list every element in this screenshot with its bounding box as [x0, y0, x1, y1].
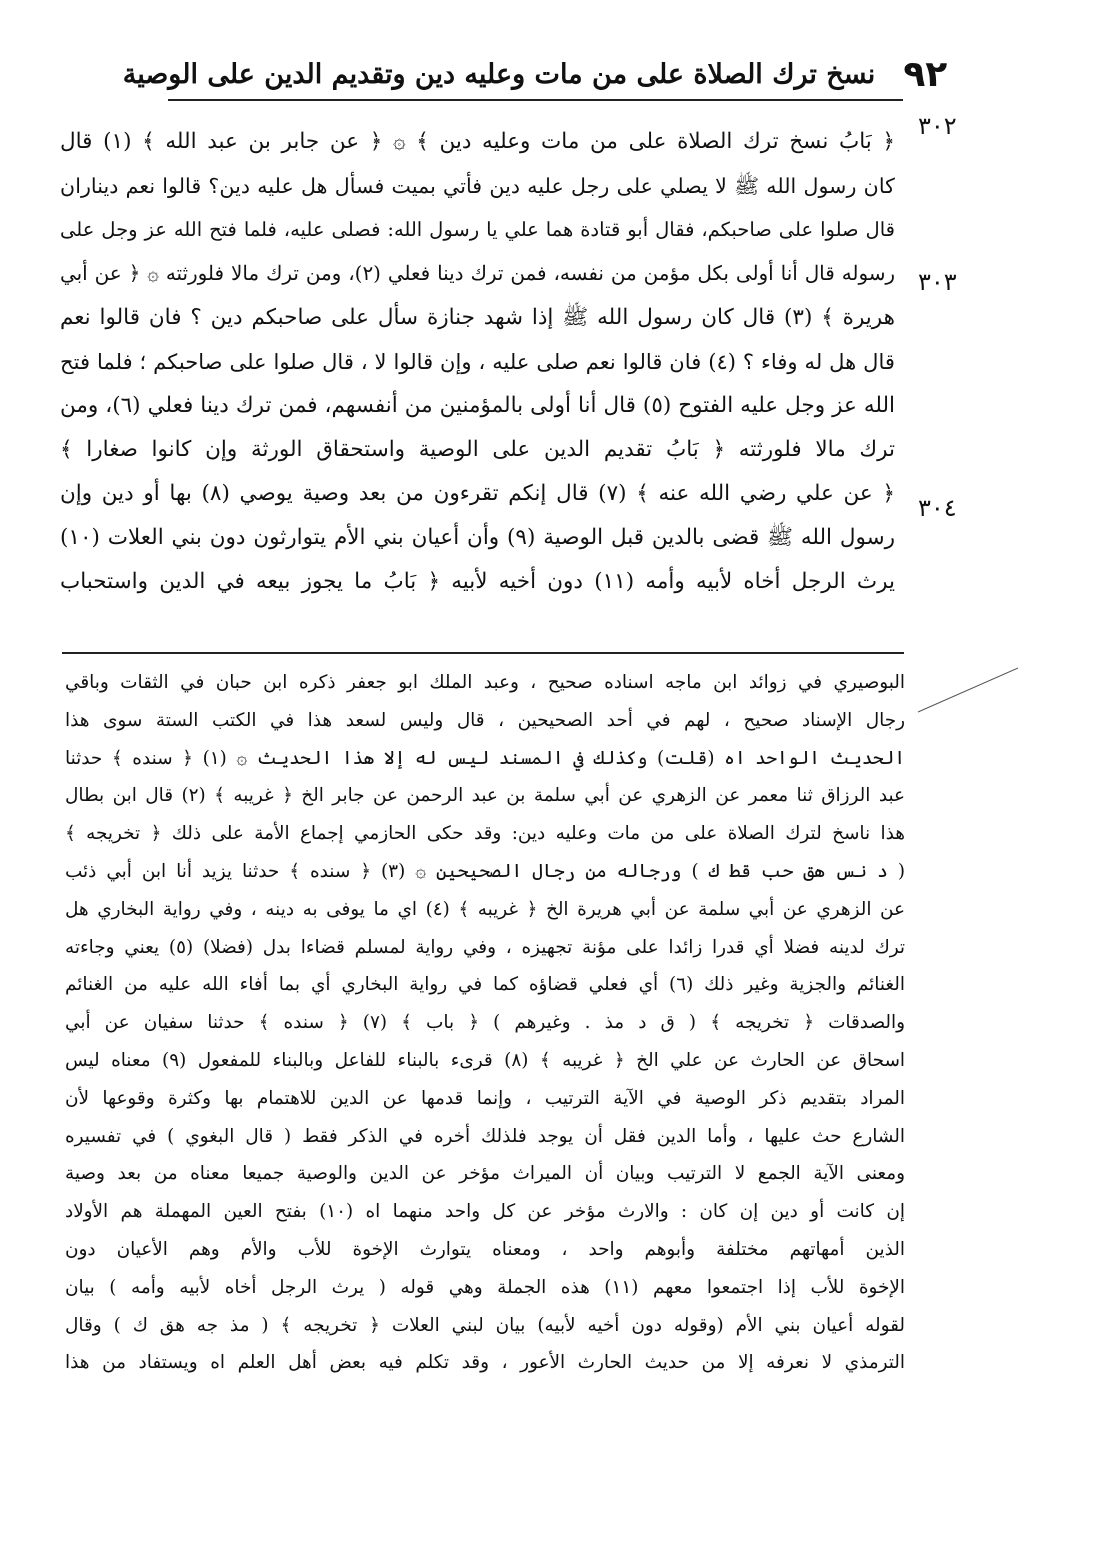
footnote-line: اسحاق عن الحارث عن علي الخ ﴿ غريبه ﴾ (٨) قرىء بالبناء للفاعل وبالبناء للمفعول (٩) معناه ليس [65, 1049, 905, 1071]
main-text [60, 120, 895, 604]
footnote-line: ( د نس هق حب قط ك ) ورجاله من رجال الصحيحين ۞ (٣) ﴿ سنده ﴾ حدثنا يزيد أنا ابن أبي ذئب [65, 860, 906, 882]
main-line: كان رسول الله ﷺ لا يصلي على رجل عليه دين فأتي بميت فسأل هل عليه دين؟ قالوا نعم ديناران [60, 174, 895, 198]
footnote-line: الشارع حث عليها ، وأما الدين فقل أن يوجد فلذلك أخره في الذكر فقط ( قال البغوي ) في تفسيره [65, 1125, 905, 1147]
running-title: نسخ ترك الصلاة على من مات وعليه دين وتقديم الدين على الوصية [122, 58, 876, 90]
main-line: رسول الله ﷺ قضى بالدين قبل الوصية (٩) وأن أعيان بني الأم يتوارثون دون بني العلات (١٠) [60, 525, 895, 550]
page-number: ٩٢ [903, 53, 948, 95]
footnote-line: الإخوة للأب إذا اجتمعوا معهم (١١) هذه الجملة وهي قوله ( يرث الرجل أخاه لأبيه وأمه ) بيان [65, 1276, 906, 1298]
page-header [122, 50, 948, 98]
footnote-line: الذين أمهاتهم مختلفة وأبوهم واحد ، ومعناه يتوارث الإخوة للأب والأم وهم الأعيان دون [65, 1238, 905, 1260]
hadith-number-304: ٣٠٤ [918, 494, 957, 522]
footnote-line: عبد الرزاق ثنا معمر عن الزهري عن أبي سلمة بن عبد الرحمن عن جابر الخ ﴿ غريبه ﴾ (٢) قال ابن بطال [65, 785, 905, 807]
footnote-line: الترمذي لا نعرفه إلا من حديث الحارث الأعور ، وقد تكلم فيه بعض أهل العلم اه ويستفاد من هذا [65, 1352, 905, 1374]
footnote-line: الحديث الواحد اه (قلت) وكذلك في المسند ليس له إلا هذا الحديث ۞ (١) ﴿ سنده ﴾ حدثنا [65, 747, 905, 769]
footnote-line: الغنائم والجزية وغير ذلك (٦) أي فعلي قضاؤه كما في رواية البخاري أي بما أفاء الله عليه من الغنائم [65, 974, 905, 996]
hadith-number-302: ٣٠٢ [918, 112, 957, 140]
footnote-line: المراد بتقديم ذكر الوصية في الآية الترتيب ، وإنما قدمها عن الدين للاهتمام بها وكثرة وقوعها لأن [65, 1087, 905, 1109]
main-line: رسوله قال أنا أولى بكل مؤمن من نفسه، فمن ترك دينا فعلي (٢)، ومن ترك مالا فلورثته ۞ ﴿ عن أبي [60, 262, 895, 285]
header-rule [168, 99, 903, 101]
footnote-line: ترك لدينه فضلا أي قدرا زائدا على مؤنة تجهيزه ، وفي رواية لمسلم قضاءا بدل (فضلا) (٥) يعني وجاءته [65, 936, 905, 958]
main-line: هريرة ﴾ (٣) قال كان رسول الله ﷺ إذا شهد جنازة سأل على صاحبكم دين ؟ فان قالوا نعم [60, 305, 895, 330]
footnote-line: رجال الإسناد صحيح ، لهم في أحد الصحيحين ، قال وليس لسعد هذا في الكتب الستة سوى هذا [65, 709, 905, 731]
footnote-line: والصدقات ﴿ تخريجه ﴾ ( ق د مذ . وغيرهم ) ﴿ باب ﴾ (٧) ﴿ سنده ﴾ حدثنا سفيان عن أبي [65, 1012, 905, 1034]
hadith-number-303: ٣٠٣ [918, 268, 957, 296]
footnote-line: عن الزهري عن أبي سلمة عن أبي هريرة الخ ﴿ غريبه ﴾ (٤) اي ما يوفى به دينه ، وفي رواية البخاري هل [65, 898, 906, 920]
footnote-line: ومعنى الآية الجمع لا الترتيب وبيان أن الميراث مؤخر عن الدين والوصية جميعا معناه من بعد وصية [65, 1163, 905, 1185]
main-line: الله عز وجل عليه الفتوح (٥) قال أنا أولى بالمؤمنين من أنفسهم، فمن ترك دينا فعلي (٦)، ومن [60, 393, 895, 418]
main-line: ﴿ عن علي رضي الله عنه ﴾ (٧) قال إنكم تقرءون من بعد وصية يوصي (٨) بها أو دين وإن [60, 481, 895, 506]
main-line: يرث الرجل أخاه لأبيه وأمه (١١) دون أخيه لأبيه ﴿ بَابُ ما يجوز بيعه في الدين واستحباب [60, 569, 895, 594]
main-line: قال صلوا على صاحبكم، فقال أبو قتادة هما علي يا رسول الله: فصلى عليه، فلما فتح الله عز وجل على [60, 218, 895, 241]
footnote-separator [62, 652, 904, 654]
main-line: ترك مالا فلورثته ﴿ بَابُ تقديم الدين على الوصية واستحقاق الورثة وإن كانوا صغارا ﴾ [60, 437, 895, 462]
main-line: ﴿ بَابُ نسخ ترك الصلاة على من مات وعليه دين ﴾ ۞ ﴿ عن جابر بن عبد الله ﴾ (١) قال [60, 129, 895, 154]
main-line: قال هل له وفاء ؟ (٤) فان قالوا نعم صلى عليه ، وإن قالوا لا ، قال صلوا على صاحبكم ؛ فلما فتح [60, 349, 895, 374]
footnotes [65, 664, 905, 1382]
footnote-line: إن كانت أو دين إن كان : والارث مؤخر عن كل واحد منهما اه (١٠) بفتح العين المهملة هم الأولاد [65, 1201, 905, 1223]
footnote-line: البوصيري في زوائد ابن ماجه اسناده صحيح ، وعبد الملك ابو جعفر ذكره ابن حبان في الثقات وباقي [65, 672, 905, 693]
footnote-line: لقوله أعيان بني الأم (وقوله دون أخيه لأبيه) بيان لبني العلات ﴿ تخريجه ﴾ ( مذ جه هق ك ) وقال [65, 1314, 905, 1336]
footnote-line: هذا ناسخ لترك الصلاة على من مات وعليه دين: وقد حكى الحازمي إجماع الأمة على ذلك ﴿ تخريجه ﴾ [65, 823, 905, 845]
